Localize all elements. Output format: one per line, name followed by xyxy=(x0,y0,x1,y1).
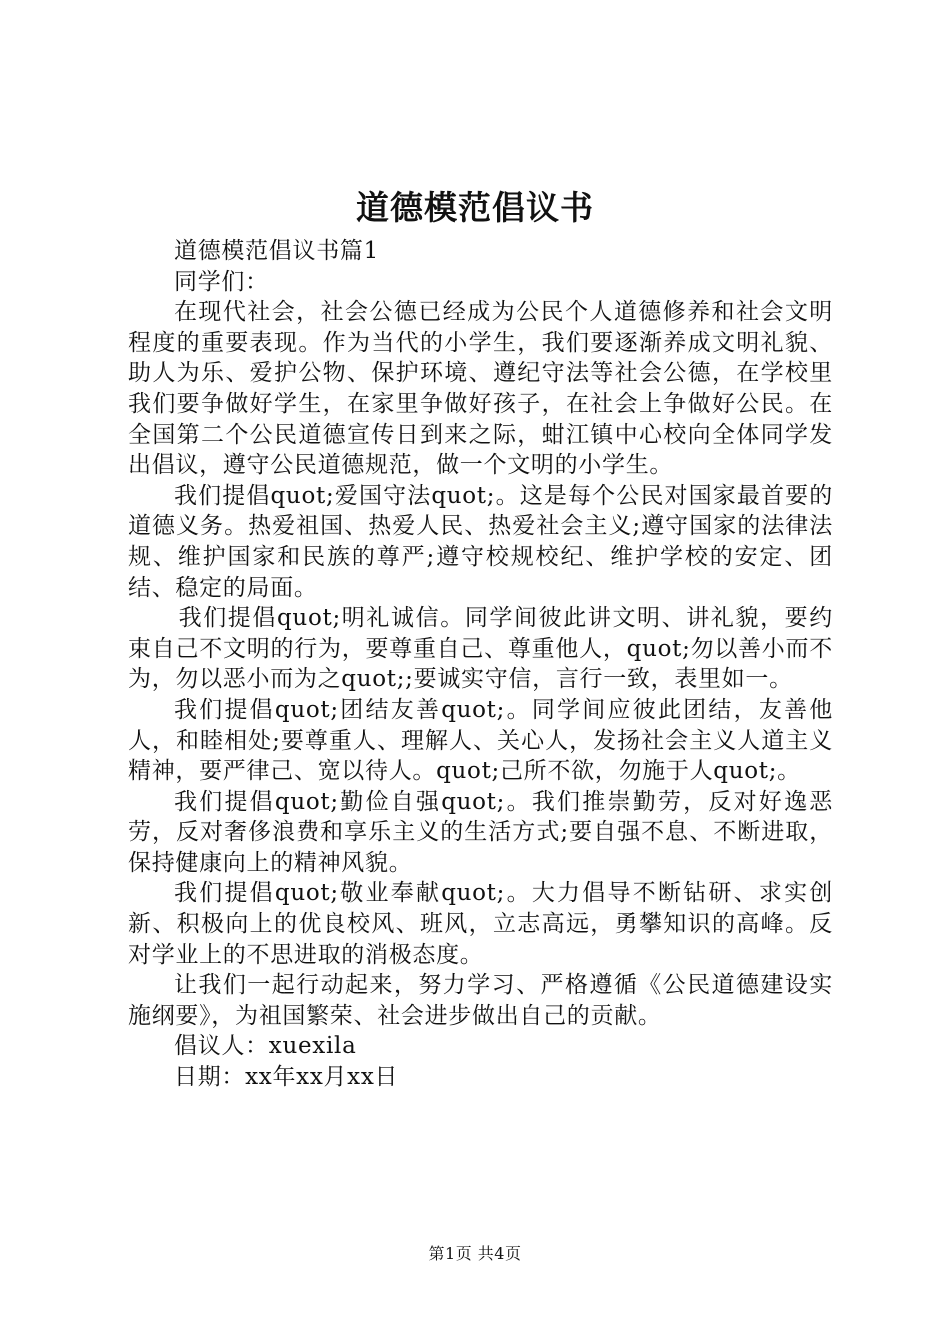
paragraph-thrift: 我们提倡quot;勤俭自强quot;。我们推崇勤劳，反对好逸恶劳，反对奢侈浪费和享乐主义的生活方式;要自强不息、不断进取，保持健康向上的精神风貌。 xyxy=(128,788,833,876)
paragraph-courtesy: 我们提倡quot;明礼诚信。同学间彼此讲文明、讲礼貌，要约束自己不文明的行为，要尊重自己、尊重他人，quot;勿以善小而不为，勿以恶小而为之quot;;要诚实守信，言行一致，表里如一。 xyxy=(128,605,833,693)
date-line: 日期：xx年xx月xx日 xyxy=(174,1064,399,1091)
section-heading: 道德模范倡议书篇1 xyxy=(174,238,379,264)
salutation: 同学们： xyxy=(174,268,269,295)
document-title: 道德模范倡议书 xyxy=(356,188,594,227)
paragraph-dedication: 我们提倡quot;敬业奉献quot;。大力倡导不断钻研、求实创新、积极向上的优良校风、班风，立志高远，勇攀知识的高峰。反对学业上的不思进取的消极态度。 xyxy=(128,880,833,968)
paragraph-unity: 我们提倡quot;团结友善quot;。同学间应彼此团结，友善他人，和睦相处;要尊重人、理解人、关心人，发扬社会主义人道主义精神，要严律己、宽以待人。quot;己所不欲，勿施于人quot;。 xyxy=(128,696,833,785)
paragraph-intro: 在现代社会，社会公德已经成为公民个人道德修养和社会文明程度的重要表现。作为当代的小学生，我们要逐渐养成文明礼貌、助人为乐、爱护公物、保护环境、遵纪守法等社会公德，在学校里我们要争做好学生，在家里争做好孩子，在社会上争做好公民。在全国第二个公民道德宣传日到来之际，蚶江镇中心校向全体同学发出倡议，遵守公民道德规范，做一个文明的小学生。 xyxy=(128,299,833,479)
signature-line: 倡议人：xuexila xyxy=(174,1033,357,1060)
paragraph-call-to-action: 让我们一起行动起来，努力学习、严格遵循《公民道德建设实施纲要》，为祖国繁荣、社会进步做出自己的贡献。 xyxy=(128,972,833,1029)
paragraph-patriotism: 我们提倡quot;爱国守法quot;。这是每个公民对国家最首要的道德义务。热爱祖国、热爱人民、热爱社会主义;遵守国家的法律法规、维护国家和民族的尊严;遵守校规校纪、维护学校的安定、团结、稳定的局面。 xyxy=(128,482,833,601)
page-footer: 第1页 共4页 xyxy=(428,1244,522,1263)
document-body xyxy=(128,236,833,1093)
